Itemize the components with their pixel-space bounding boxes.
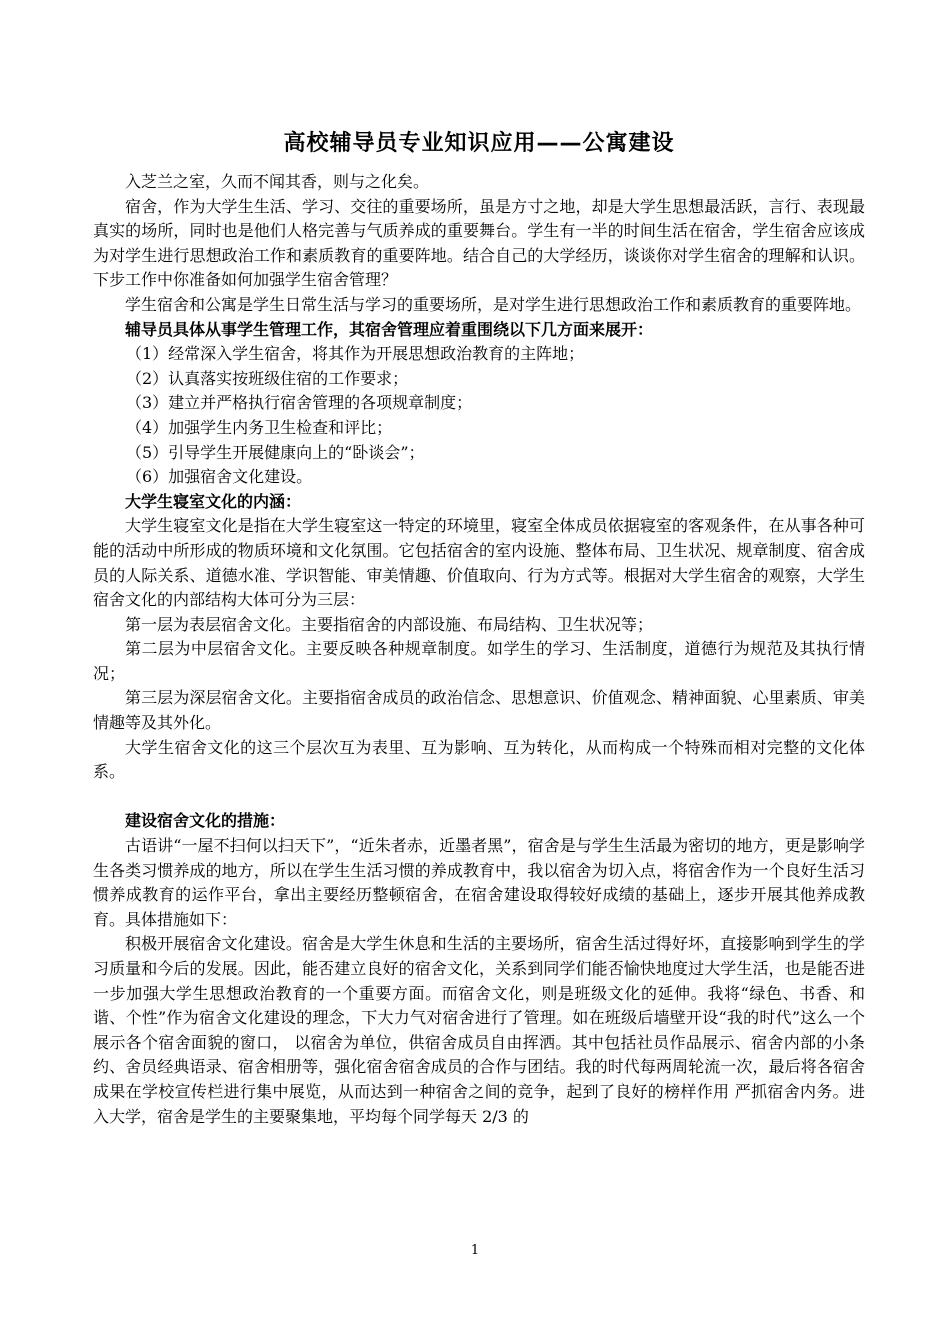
paragraph-2: 宿舍，作为大学生生活、学习、交往的重要场所，虽是方寸之地，却是大学生思想最活跃，言行、表现最真实的场所，同时也是他们人格完善与气质养成的重要舞台。学生有一半的时间生活在宿舍，学生宿舍应该成为对学生进行思想政治工作和素质教育的重要阵地。结合自己的大学经历，谈谈你对学生宿舍的理解和认识。下步工作中你准备如何加强学生宿舍管理？ [93, 196, 865, 290]
list-item: （6）加强宿舍文化建设。 [126, 467, 313, 487]
list-item: （4）加强学生内务卫生检查和评比； [126, 417, 393, 437]
paragraph-6: 第二层为中层宿舍文化。主要反映各种规章制度。如学生的学习、生活制度，道德行为规范及其执行情况； [93, 639, 865, 683]
heading-management-focus: 辅导员具体从事学生管理工作，其宿舍管理应着重围绕以下几方面来展开： [125, 319, 654, 339]
list-item: （3）建立并严格执行宿舍管理的各项规章制度； [126, 393, 473, 413]
paragraph-9: 古语讲“一屋不扫何以扫天下”，“近朱者赤，近墨者黑”，宿舍是与学生生活最为密切的地方，更是影响学生各类习惯养成的地方，所以在学生生活习惯的养成教育中，我以宿舍为切入点，将宿舍作为一个良好生活习惯养成教育的运作平台，拿出主要经历整顿宿舍，在宿舍建设取得较好成绩的基础上，逐步开展其他养成教育。具体措施如下： [93, 836, 865, 929]
heading-dorm-culture-meaning: 大学生寝室文化的内涵： [125, 491, 302, 511]
paragraph-5: 第一层为表层宿舍文化。主要指宿舍的内部设施、布局结构、卫生状况等； [125, 614, 654, 634]
paragraph-10: 积极开展宿舍文化建设。宿舍是大学生休息和生活的主要场所，宿舍生活过得好坏，直接影响到学生的学习质量和今后的发展。因此，能否建立良好的宿舍文化，关系到同学们能否愉快地度过大学生活，也是能否进一步加强大学生思想政治教育的一个重要方面。而宿舍文化，则是班级文化的延伸。我将“绿色、书香、和谐、个性”作为宿舍文化建设的理念，下大力气对宿舍进行了管理。如在班级后墙壁开设“我的时代”这么一个展示各个宿舍面貌的窗口， 以宿舍为单位，供宿舍成员自由挥洒。其中包括社员作品展示、宿舍内部的小条约、舍员经典语录、宿舍相册等，强化宿舍宿舍成员的合作与团结。我的时代每两周轮流一次，最后将各宿舍成果在学校宣传栏进行集中展览，从而达到一种宿舍之间的竞争，起到了良好的榜样作用 严抓宿舍内务。进入大学，宿舍是学生的主要聚集地，平均每个同学每天 2/3 的 [93, 934, 865, 1126]
paragraph-4: 大学生寝室文化是指在大学生寝室这一特定的环境里，寝室全体成员依据寝室的客观条件，在从事各种可能的活动中所形成的物质环境和文化氛围。它包括宿舍的室内设施、整体布局、卫生状况、规章制度、宿舍成员的人际关系、道德水准、学识智能、审美情趣、价值取向、行为方式等。根据对大学生宿舍的观察，大学生宿舍文化的内部结构大体可分为三层： [93, 516, 865, 610]
paragraph-7: 第三层为深层宿舍文化。主要指宿舍成员的政治信念、思想意识、价值观念、精神面貌、心里素质、审美情趣等及其外化。 [93, 688, 865, 733]
list-item: （5）引导学生开展健康向上的“卧谈会”； [126, 442, 425, 462]
document-page [93, 128, 865, 1129]
paragraph-1: 入芝兰之室，久而不闻其香，则与之化矣。 [125, 172, 430, 191]
document-title: 高校辅导员专业知识应用——公寓建设 [283, 131, 675, 156]
paragraph-3: 学生宿舍和公寓是学生日常生活与学习的重要场所，是对学生进行思想政治工作和素质教育的重要阵地。 [125, 294, 862, 314]
page-number: 1 [470, 1243, 480, 1258]
paragraph-8: 大学生宿舍文化的这三个层次互为表里、互为影响、互为转化，从而构成一个特殊而相对完整的文化体系。 [93, 737, 865, 782]
blank-line [93, 785, 865, 810]
heading-culture-measures: 建设宿舍文化的措施： [125, 811, 286, 831]
list-item: （1）经常深入学生宿舍，将其作为开展思想政治教育的主阵地； [126, 344, 585, 364]
list-item: （2）认真落实按班级住宿的工作要求； [126, 368, 409, 388]
